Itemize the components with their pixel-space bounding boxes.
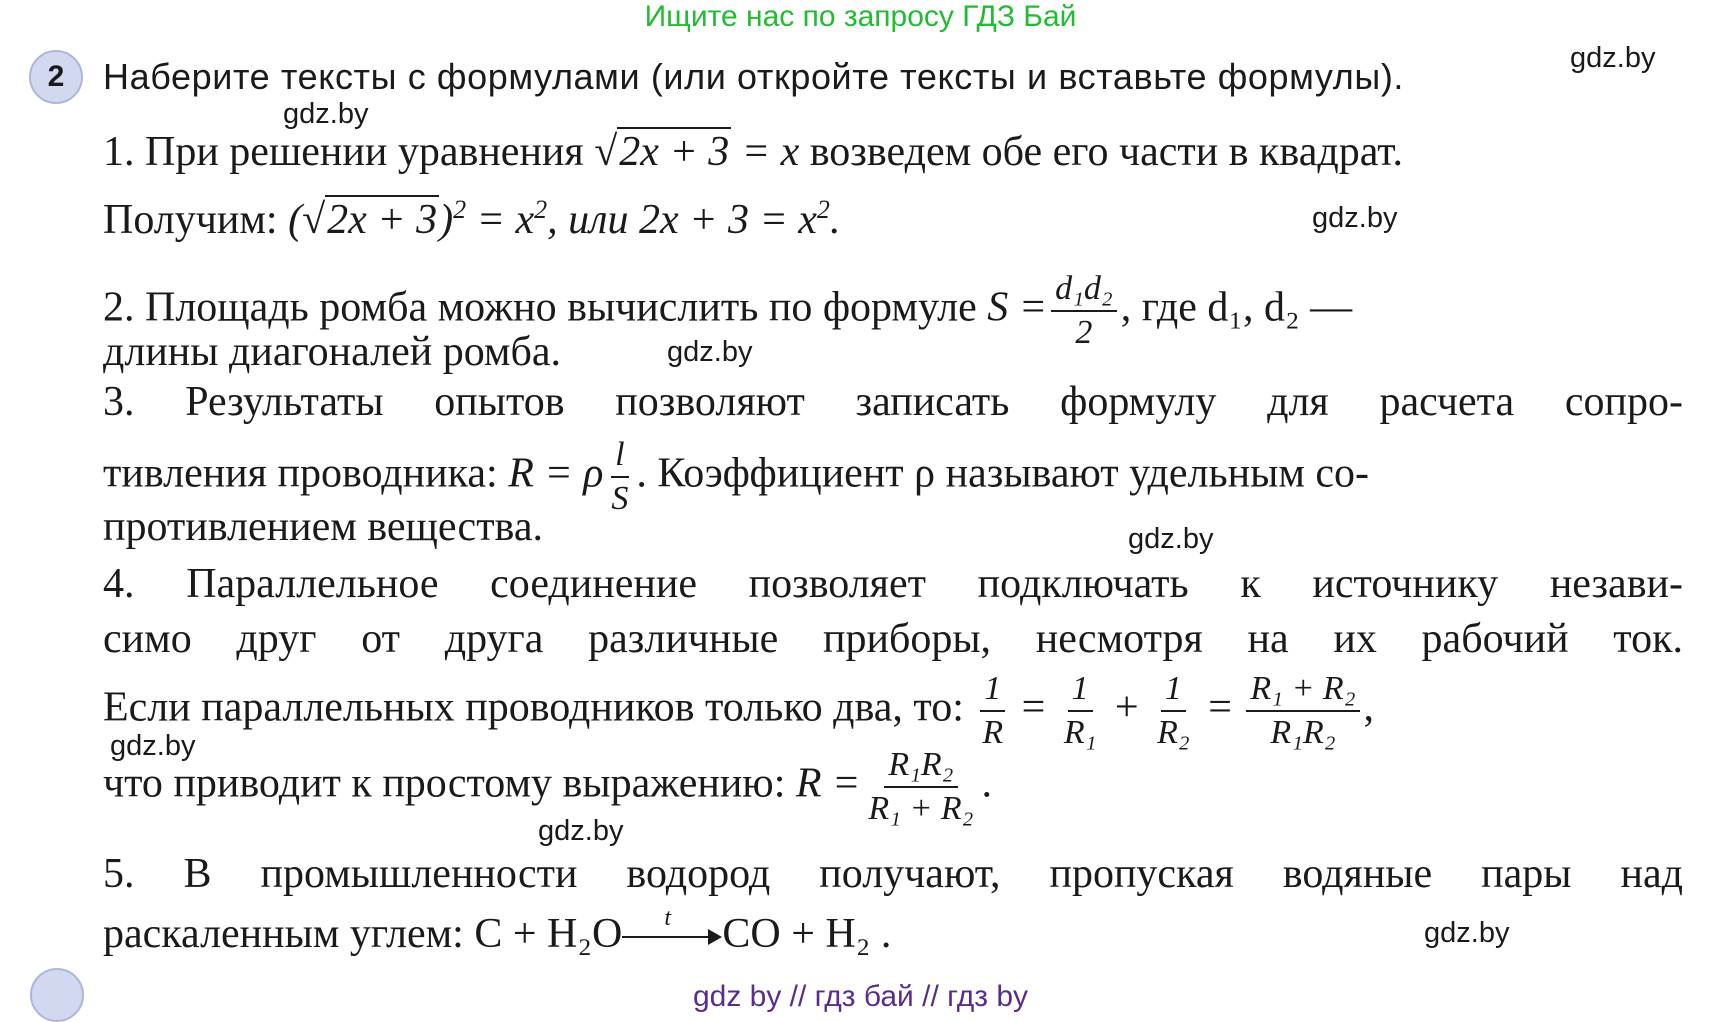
punctuation: . (829, 197, 841, 243)
text: . Коэффициент ρ называют удельным со- (636, 450, 1370, 497)
sqrt-expression: 2x + 3 (619, 129, 730, 175)
numerator: l (611, 438, 628, 478)
denominator: R₂ (1157, 714, 1190, 751)
item-5-line-1: 5. В промышленности водород получают, пропуская водяные пары над (103, 851, 1683, 897)
watermark: gdz.by (538, 815, 624, 847)
denominator: R₁R₂ (1270, 714, 1336, 751)
watermark: gdz.by (1424, 917, 1510, 949)
text: 2. Площадь ромба можно вычислить по формуле (103, 284, 977, 331)
fraction-product-over-sum (864, 748, 977, 826)
watermark: gdz.by (667, 336, 753, 368)
reaction-reactants: C + H₂O (474, 911, 623, 957)
numerator: 1 (1068, 672, 1093, 712)
item-4-line-1: 4. Параллельное соединение позволяет подключать к источнику незави- (103, 561, 1683, 607)
item-4-line-3: Если параллельных проводников только два, то: $\frac{1}{R}$ = $\frac{1}{\text{R₁}}$ + $\frac{1}{\text{R₂}}$ = $\frac{\text{R₁ + R₂}}{\text{R₁R₂}}$ , (103, 670, 1375, 751)
item-5-line-2 (103, 905, 892, 958)
formula-rhs: = x (741, 129, 800, 175)
fraction-rhombus-area (1051, 272, 1117, 350)
formula-rhs: = x (476, 197, 535, 243)
text: что приводит к простому выражению: (103, 760, 786, 807)
text: Если параллельных проводников только два, то: (103, 684, 964, 731)
fraction-1-over-r1 (1060, 672, 1101, 750)
formula-equation: √2x + 3 = x (594, 129, 800, 175)
watermark: gdz.by (1312, 202, 1398, 234)
numerator: d₁d₂ (1051, 272, 1117, 312)
numerator: R₁ + R₂ (1246, 672, 1359, 712)
formula-lhs: R = ρ (508, 450, 604, 497)
arrow-condition: t (664, 905, 672, 932)
watermark: gdz.by (110, 730, 196, 762)
text: тивления проводника: (103, 450, 498, 497)
text: Получим: (103, 197, 278, 243)
task-heading: Наберите тексты с формулами (или откройте тексты и вставьте формулы). (103, 56, 1405, 97)
numerator: 1 (1161, 672, 1186, 712)
item-2-line-2: длины диагоналей ромба. (103, 329, 562, 375)
watermark: gdz.by (283, 98, 369, 130)
text: возведем обе его части в квадрат. (809, 129, 1403, 175)
text: 1. При решении уравнения (103, 129, 584, 175)
item-1-line-1 (103, 128, 1403, 176)
text: , где d₁, d₂ — (1120, 284, 1353, 331)
denominator: R₁ (1063, 714, 1097, 751)
formula-lhs: R = (795, 760, 861, 807)
exponent: 2 (534, 195, 548, 224)
task-number-badge: 2 (29, 50, 83, 104)
denominator: R₁ + R₂ (868, 790, 974, 827)
watermark: gdz.by (1128, 523, 1214, 555)
item-4-line-2: симо друг от друга различные приборы, несмотря на их рабочий ток. (103, 616, 1683, 662)
exponent: 2 (816, 195, 830, 224)
watermark: gdz.by (1570, 42, 1656, 74)
formula-alt: , или 2x + 3 = x (547, 197, 817, 243)
formula-squared: $(√2x + 3)^2 = x^2$, или $2x + 3 = x^2$. (288, 195, 841, 243)
reaction-arrow-icon (622, 905, 722, 947)
fraction-1-over-r (978, 672, 1007, 750)
item-1-line-2 (103, 195, 840, 244)
item-3-line-1: 3. Результаты опытов позволяют записать формулу для расчета сопро- (103, 379, 1683, 425)
denominator: R (982, 714, 1004, 751)
fraction-1-over-r2 (1153, 672, 1194, 750)
sqrt-expression: 2x + 3 (327, 197, 438, 243)
fraction-sum-over-product (1246, 672, 1359, 750)
numerator: 1 (980, 672, 1005, 712)
fraction-resistance (607, 438, 632, 516)
item-4-line-4: что приводит к простому выражению: R = $\frac{\text{R₁R₂}}{\text{R₁ + R₂}}$ . (103, 746, 992, 827)
numerator: R₁R₂ (884, 748, 957, 788)
reaction-products: CO + H₂ . (722, 911, 892, 957)
text: раскаленным углем: (103, 911, 464, 957)
item-3-line-3: противлением вещества. (103, 504, 543, 550)
footer-links[interactable]: gdz by // гдз бай // гдз by (692, 980, 1029, 1013)
formula-lhs: S = (987, 284, 1048, 331)
top-banner[interactable]: Ищите нас по запросу ГДЗ Бай (644, 0, 1077, 33)
denominator: S (611, 480, 629, 517)
denominator: 2 (1075, 314, 1093, 351)
exponent: 2 (453, 195, 467, 224)
